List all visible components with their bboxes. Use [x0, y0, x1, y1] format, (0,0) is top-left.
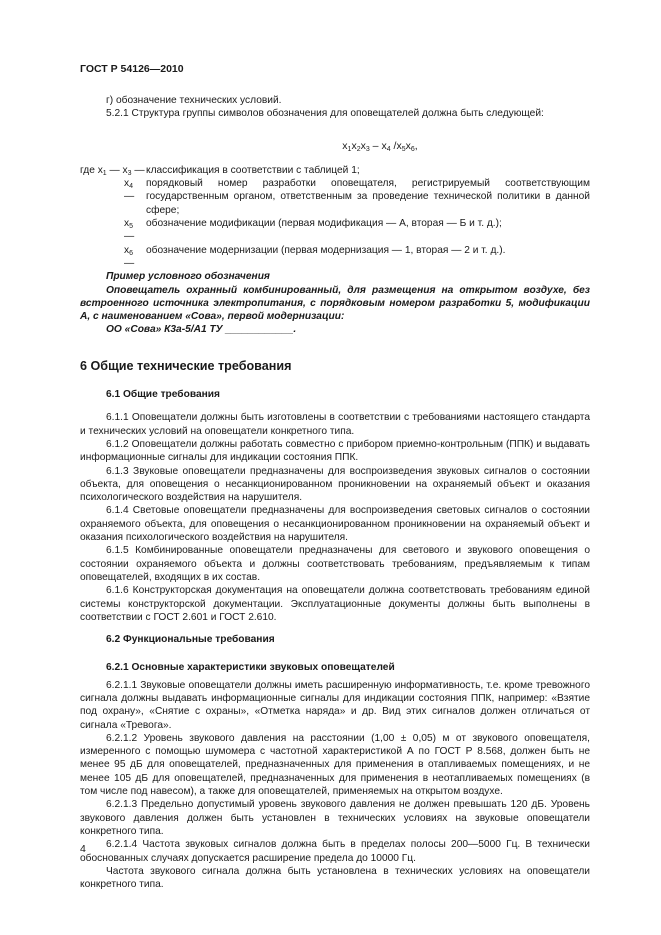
definition-var: $x_5$ — [124, 218, 135, 243]
definition-text: обозначение модернизации (первая модернизация — 1, вторая — 2 и т. д.). [146, 244, 506, 256]
definition-text: классификация в соответствии с таблицей 1; [146, 164, 360, 176]
definition-x1-x3 [80, 164, 590, 177]
page-number: 4 [80, 843, 86, 855]
definition-var: $x_4$ — [124, 178, 135, 203]
page-content [80, 94, 590, 891]
paragraph-6-1-5: 6.1.5 Комбинированные оповещатели предназначены для светового и звукового оповещения о состоянии охраняемого объекта и должны соответствовать требованиям, предъявляемым к типам оповещателей, входящих в их состав. [80, 545, 590, 583]
paragraph-5-2-1: 5.2.1 Структура группы символов обозначения для оповещателей должна быть следующей: [106, 108, 544, 120]
section-6-title: 6 Общие технические требования [80, 358, 292, 373]
section-6-1-title: 6.1 Общие требования [106, 389, 220, 401]
paragraph-6-1-2: 6.1.2 Оповещатели должны работать совместно с прибором приемно-контрольным (ППК) и выдавать информационные сигналы для индикации состояния ППК. [80, 438, 590, 464]
paragraph-6-2-1-4-continued: Частота звукового сигнала должна быть установлена в технических условиях на оповещатели конкретного типа. [80, 865, 590, 891]
example-code: ОО «Сова» К3а-5/А1 ТУ ____________. [106, 324, 297, 336]
paragraph-6-1-3: 6.1.3 Звуковые оповещатели предназначены для воспроизведения звуковых сигналов о состоянии объекта, для оповещения о несанкционированном проникновении на охраняемый объект и оказания психологического воздействия на нарушителя. [80, 465, 590, 504]
formula-text: $x_1x_2x_3 - x_4$ $/x_5x_6$, [342, 139, 418, 153]
designation-formula [170, 140, 590, 153]
paragraph-6-1-1: 6.1.1 Оповещатели должны быть изготовлены в соответствии с требованиями настоящего стандарта и технических условий на оповещатели конкретного типа. [80, 412, 590, 437]
document-code-header: ГОСТ Р 54126—2010 [80, 63, 184, 75]
list-item-g: г) обозначение технических условий. [106, 95, 282, 106]
paragraph-6-2-1-2: 6.2.1.2 Уровень звукового давления на расстоянии (1,00 ± 0,05) м от звукового оповещателя, измеренного с помощью шумомера с частотной характеристикой А по ГОСТ Р 8.568, должен быть не менее 95 дБ для оповещателей, предназначенных для применения в отапливаемых помещениях, и не менее 105 дБ для оповещателей, предназначенных для применения в неотапливаемых помещениях (в том числе под навесом), а также для оповещателей, применяемых на открытом воздухе. [80, 732, 590, 798]
section-6-2-1-title: 6.2.1 Основные характеристики звуковых оповещателей [106, 662, 395, 674]
definition-text: порядковый номер разработки оповещателя, регистрируемый соответствующим государственным органом, ответственным за проведение технической политики в данной сфере; [146, 178, 590, 216]
section-6-2-title: 6.2 Функциональные требования [106, 634, 275, 646]
paragraph-6-1-4: 6.1.4 Световые оповещатели предназначены для воспроизведения световых сигналов о состоянии охраняемого объекта, для оповещения о несанкционированном проникновении на охраняемый объект и оказания психологического воздействия на нарушителя. [80, 505, 590, 544]
definition-x6 [124, 244, 590, 271]
definition-x4 [124, 177, 590, 217]
example-title: Пример условного обозначения [106, 271, 270, 283]
example-text: Оповещатель охранный комбинированный, для размещения на открытом воздухе, без встроенного источника электропитания, с порядковым номером разработки 5, модификации А, с наименованием «Сова», первой модернизации: [80, 284, 590, 323]
paragraph-6-2-1-3: 6.2.1.3 Предельно допустимый уровень звукового давления не должен превышать 120 дБ. Уровень звукового давления должен быть установлен в технических условиях на звуковые оповещатели конкретного типа. [80, 799, 590, 837]
definition-x5 [124, 217, 590, 244]
definition-lead: где $x_1$ — $x_3$ — [80, 164, 145, 177]
definition-text: обозначение модификации (первая модификация — А, вторая — Б и т. д.); [146, 218, 502, 230]
paragraph-6-2-1-4: 6.2.1.4 Частота звуковых сигналов должна быть в пределах полосы 200—5000 Гц. В технически обоснованных случаях допускается расширение предела до 10000 Гц. [80, 839, 590, 864]
paragraph-6-2-1-1: 6.2.1.1 Звуковые оповещатели должны иметь расширенную информативность, т.е. кроме тревожного сигнала должны выдавать информационные сигналы для индикации состояния ППК, например: «Взятие под охрану», «Снятие с охраны», «Отметка наряда» и др. Вид этих сигналов должен отличаться от сигнала «Тревога». [80, 679, 590, 731]
paragraph-6-1-6: 6.1.6 Конструкторская документация на оповещатели должна соответствовать требованиям единой системы конструкторской документации. Эксплуатационные документы должны быть выполнены в соответствии с ГОСТ 2.601 и ГОСТ 2.610. [80, 585, 590, 623]
definition-var: $x_6$ — [124, 244, 135, 269]
